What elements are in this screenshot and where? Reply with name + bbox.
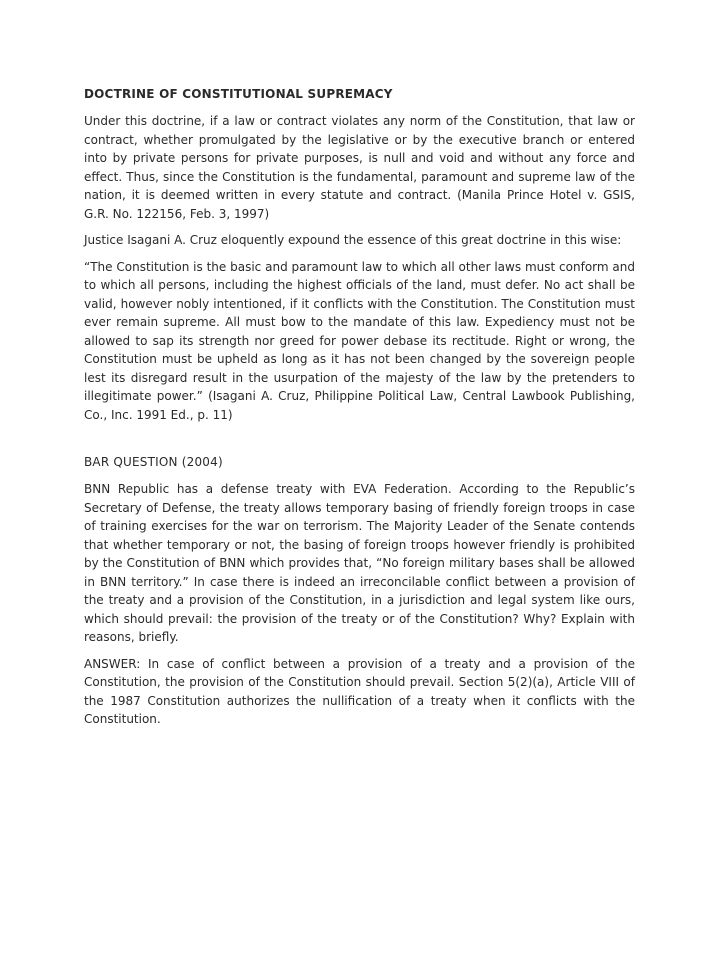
section-spacer (84, 432, 635, 454)
bar-question-paragraph: BNN Republic has a defense treaty with EVA Federation. According to the Republic’s Secretary of Defense, the treaty allows temporary basing of friendly foreign troops in case of training exercises for the war on terrorism. The Majority Leader of the Senate contends that whether temporary or not, the basing of foreign troops however friendly is prohibited by the Constitution of BNN which provides that, “No foreign military bases shall be allowed in BNN territory.” In case there is indeed an irreconcilable conflict between a provision of the treaty and a provision of the Constitution, in a jurisdiction and legal system like ours, which should prevail: the provision of the treaty or of the Constitution? Why? Explain with reasons, briefly. (84, 482, 635, 644)
doctrine-paragraph: Under this doctrine, if a law or contract violates any norm of the Constitution, that law or contract, whether promulgated by the legislative or by the executive branch or entered into by private persons for private purposes, is null and void and without any force and effect. Thus, since the Constitution is the fundamental, paramount and supreme law of the nation, it is deemed written in every statute and contract. (Manila Prince Hotel v. GSIS, G.R. No. 122156, Feb. 3, 1997) (84, 114, 635, 221)
cruz-quote-paragraph: “The Constitution is the basic and paramount law to which all other laws must conform and to which all persons, including the highest officials of the land, must defer. No act shall be valid, however nobly intentioned, if it conflicts with the Constitution. The Constitution must ever remain supreme. All must bow to the mandate of this law. Expediency must not be allowed to sap its strength nor greed for power debase its rectitude. Right or wrong, the Constitution must be upheld as long as it has not been changed by the sovereign people lest its disregard result in the usurpation of the majesty of the law by the pretenders to illegitimate power.” (Isagani A. Cruz, Philippine Political Law, Central Lawbook Publishing, Co., Inc. 1991 Ed., p. 11) (84, 259, 635, 422)
document-body (84, 86, 635, 737)
section-heading-doctrine: DOCTRINE OF CONSTITUTIONAL SUPREMACY (84, 87, 393, 101)
cruz-intro-paragraph: Justice Isagani A. Cruz eloquently expound the essence of this great doctrine in this wise: (84, 233, 622, 247)
answer-paragraph: ANSWER: In case of conflict between a provision of a treaty and a provision of the Constitution, the provision of the Constitution should prevail. Section 5(2)(a), Article VIII of the 1987 Constitution authorizes the nullification of a treaty when it conflicts with the Constitution. (84, 656, 635, 726)
section-heading-bar-question: BAR QUESTION (2004) (84, 455, 223, 469)
